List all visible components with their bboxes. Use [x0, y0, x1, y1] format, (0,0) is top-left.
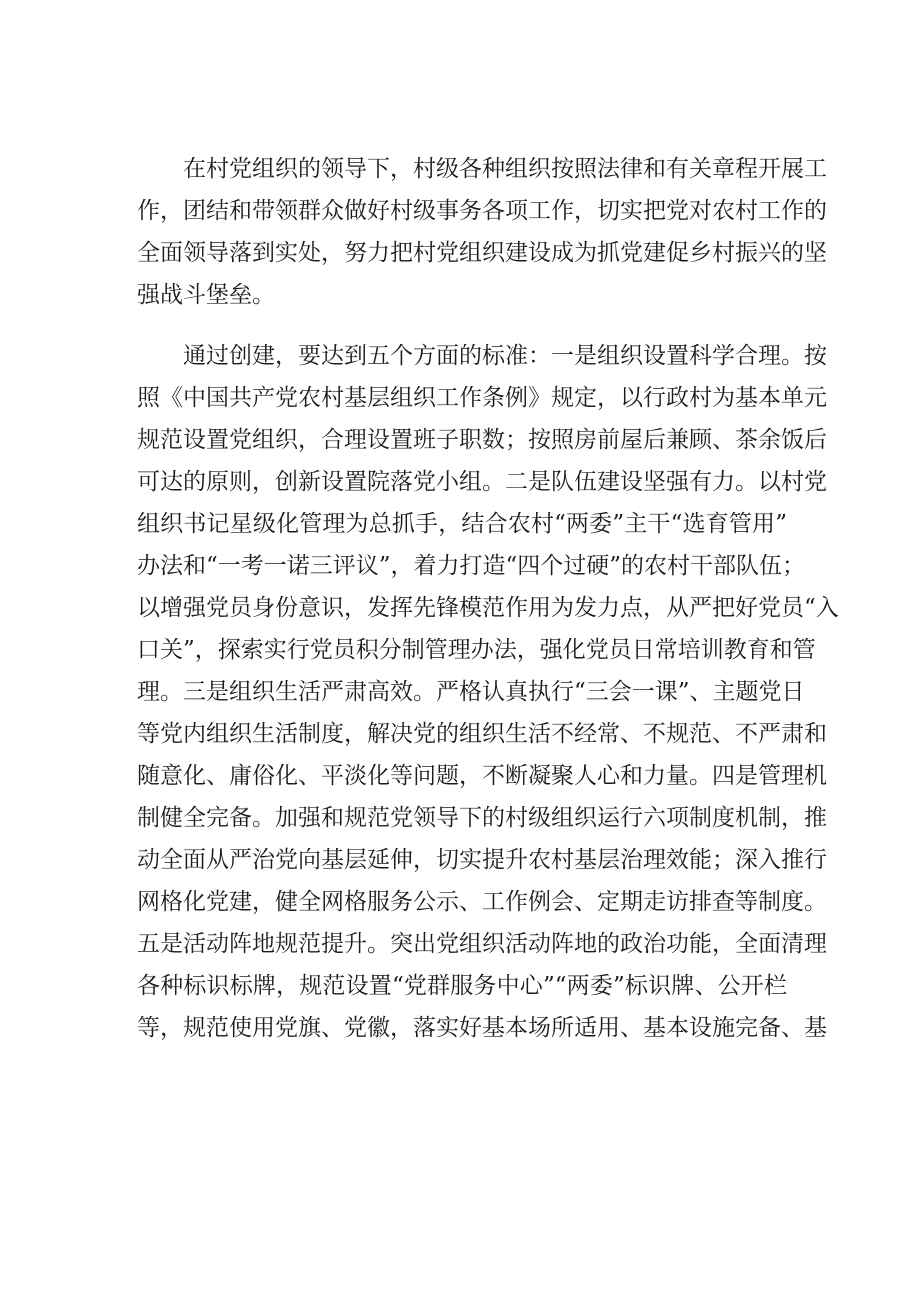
text-line: 网格化党建，健全网格服务公示、工作例会、定期走访排查等制度。 — [137, 889, 827, 915]
text-line: 作，团结和带领群众做好村级事务各项工作，切实把党对农村工作的 — [137, 198, 827, 224]
text-line: 通过创建，要达到五个方面的标准：一是组织设置科学合理。按 — [183, 343, 827, 369]
text-line: 五是活动阵地规范提升。突出党组织活动阵地的政治功能，全面清理 — [137, 931, 827, 957]
text-line: 理。三是组织生活严肃高效。严格认真执行“三会一课”、主题党日 — [137, 679, 805, 705]
text-line: 强战斗堡垒。 — [137, 282, 275, 308]
text-line: 各种标识标牌，规范设置“党群服务中心”“两委”标识牌、公开栏 — [137, 973, 787, 999]
text-line: 可达的原则，创新设置院落党小组。二是队伍建设坚强有力。以村党 — [137, 469, 827, 495]
text-line: 随意化、庸俗化、平淡化等问题，不断凝聚人心和力量。四是管理机 — [137, 763, 827, 789]
text-line: 制健全完备。加强和规范党领导下的村级组织运行六项制度机制，推 — [137, 805, 827, 831]
text-line: 全面领导落到实处，努力把村党组织建设成为抓党建促乡村振兴的坚 — [137, 240, 827, 266]
text-line: 组织书记星级化管理为总抓手，结合农村“两委”主干“选育管用” — [137, 511, 787, 537]
text-line: 办法和“一考一诺三评议”，着力打造“四个过硬”的农村干部队伍； — [137, 553, 806, 579]
text-line: 等党内组织生活制度，解决党的组织生活不经常、不规范、不严肃和 — [137, 721, 827, 747]
text-line: 口关”，探索实行党员积分制管理办法，强化党员日常培训教育和管 — [137, 637, 816, 663]
text-line: 规范设置党组织，合理设置班子职数；按照房前屋后兼顾、茶余饭后 — [137, 427, 827, 453]
text-line: 照《中国共产党农村基层组织工作条例》规定，以行政村为基本单元 — [137, 385, 827, 411]
text-line: 以增强党员身份意识，发挥先锋模范作用为发力点，从严把好党员“入 — [137, 595, 839, 621]
text-line: 等，规范使用党旗、党徽，落实好基本场所适用、基本设施完备、基 — [137, 1015, 827, 1041]
text-line: 动全面从严治党向基层延伸，切实提升农村基层治理效能；深入推行 — [137, 847, 827, 873]
text-line: 在村党组织的领导下，村级各种组织按照法律和有关章程开展工 — [183, 156, 827, 182]
